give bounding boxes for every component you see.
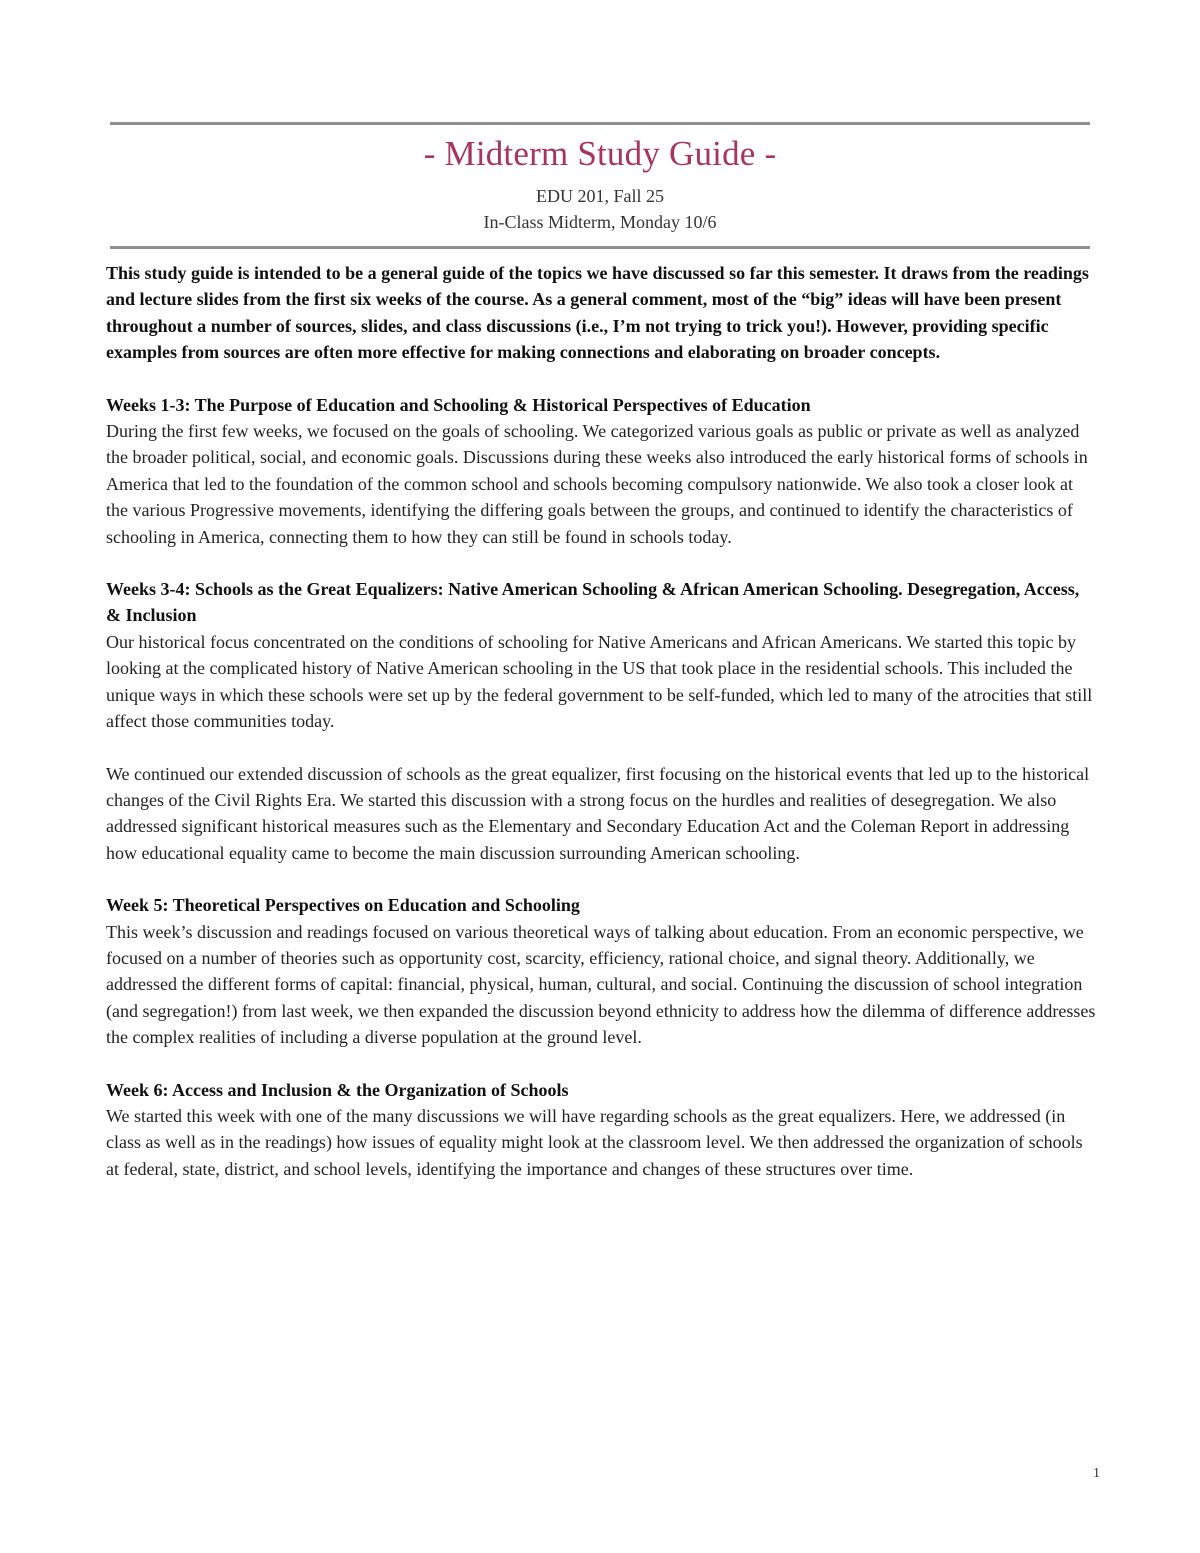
section-heading: Week 6: Access and Inclusion & the Organization of Schools <box>106 1079 569 1100</box>
course-subtitle: EDU 201, Fall 25 <box>536 186 664 206</box>
page-number: 1 <box>1093 1466 1100 1481</box>
section-heading: Weeks 3-4: Schools as the Great Equalizers: Native American Schooling & African American Schooling. Desegregation, Access, & Inclusion <box>106 579 1080 626</box>
section-paragraph: Our historical focus concentrated on the conditions of schooling for Native Americans and African Americans. We started this topic by looking at the complicated history of Native American schooling in the US that took place in the residential schools. This included the unique ways in which these schools were set up by the federal government to be self-funded, which led to many of the atrocities that still affect those communities today. <box>106 631 1093 732</box>
section-weeks-3-4 <box>106 576 1098 866</box>
section-heading: Week 5: Theoretical Perspectives on Education and Schooling <box>106 895 580 916</box>
header-rule-bottom <box>110 246 1090 249</box>
section-heading: Weeks 1-3: The Purpose of Education and Schooling & Historical Perspectives of Education <box>106 394 811 415</box>
document-body <box>106 260 1098 1208</box>
page-title: - Midterm Study Guide - <box>423 134 777 173</box>
section-paragraph: During the first few weeks, we focused on the goals of schooling. We categorized various goals as public or private as well as analyzed the broader political, social, and economic goals. Discussions during these weeks also introduced the early historical forms of schools in America that led to the foundation of the common school and schools becoming compulsory nationwide. We also took a closer look at the various Progressive movements, identifying the differing goals between the groups, and continued to identify the characteristics of schooling in America, connecting them to how they can still be found in schools today. <box>106 421 1088 547</box>
section-week-5 <box>106 892 1098 1050</box>
exam-subtitle: In-Class Midterm, Monday 10/6 <box>483 212 717 232</box>
section-weeks-1-3 <box>106 392 1098 550</box>
intro-paragraph: This study guide is intended to be a general guide of the topics we have discussed so far this semester. It draws from the readings and lecture slides from the first six weeks of the course. As a general comment, most of the “big” ideas will have been present throughout a number of sources, slides, and class discussions (i.e., I’m not trying to trick you!). However, providing specific examples from sources are often more effective for making connections and elaborating on broader concepts. <box>106 263 1089 363</box>
section-paragraph: This week’s discussion and readings focused on various theoretical ways of talking about education. From an economic perspective, we focused on a number of theories such as opportunity cost, scarcity, efficiency, rational choice, and signal theory. Additionally, we addressed the different forms of capital: financial, physical, human, cultural, and social. Continuing the discussion of school integration (and segregation!) from last week, we then expanded the discussion beyond ethnicity to address how the dilemma of difference addresses the complex realities of including a diverse population at the ground level. <box>106 921 1096 1048</box>
section-week-6 <box>106 1077 1098 1183</box>
section-paragraph: We started this week with one of the many discussions we will have regarding schools as the great equalizers. Here, we addressed (in class as well as in the readings) how issues of equality might look at the classroom level. We then addressed the organization of schools at federal, state, district, and school levels, identifying the importance and changes of these structures over time. <box>106 1105 1083 1179</box>
header-rule-top <box>110 122 1090 125</box>
section-paragraph: We continued our extended discussion of schools as the great equalizer, first focusing on the historical events that led up to the historical changes of the Civil Rights Era. We started this discussion with a strong focus on the hurdles and realities of desegregation. We also addressed significant historical measures such as the Elementary and Secondary Education Act and the Coleman Report in addressing how educational equality came to become the main discussion surrounding American schooling. <box>106 763 1090 863</box>
